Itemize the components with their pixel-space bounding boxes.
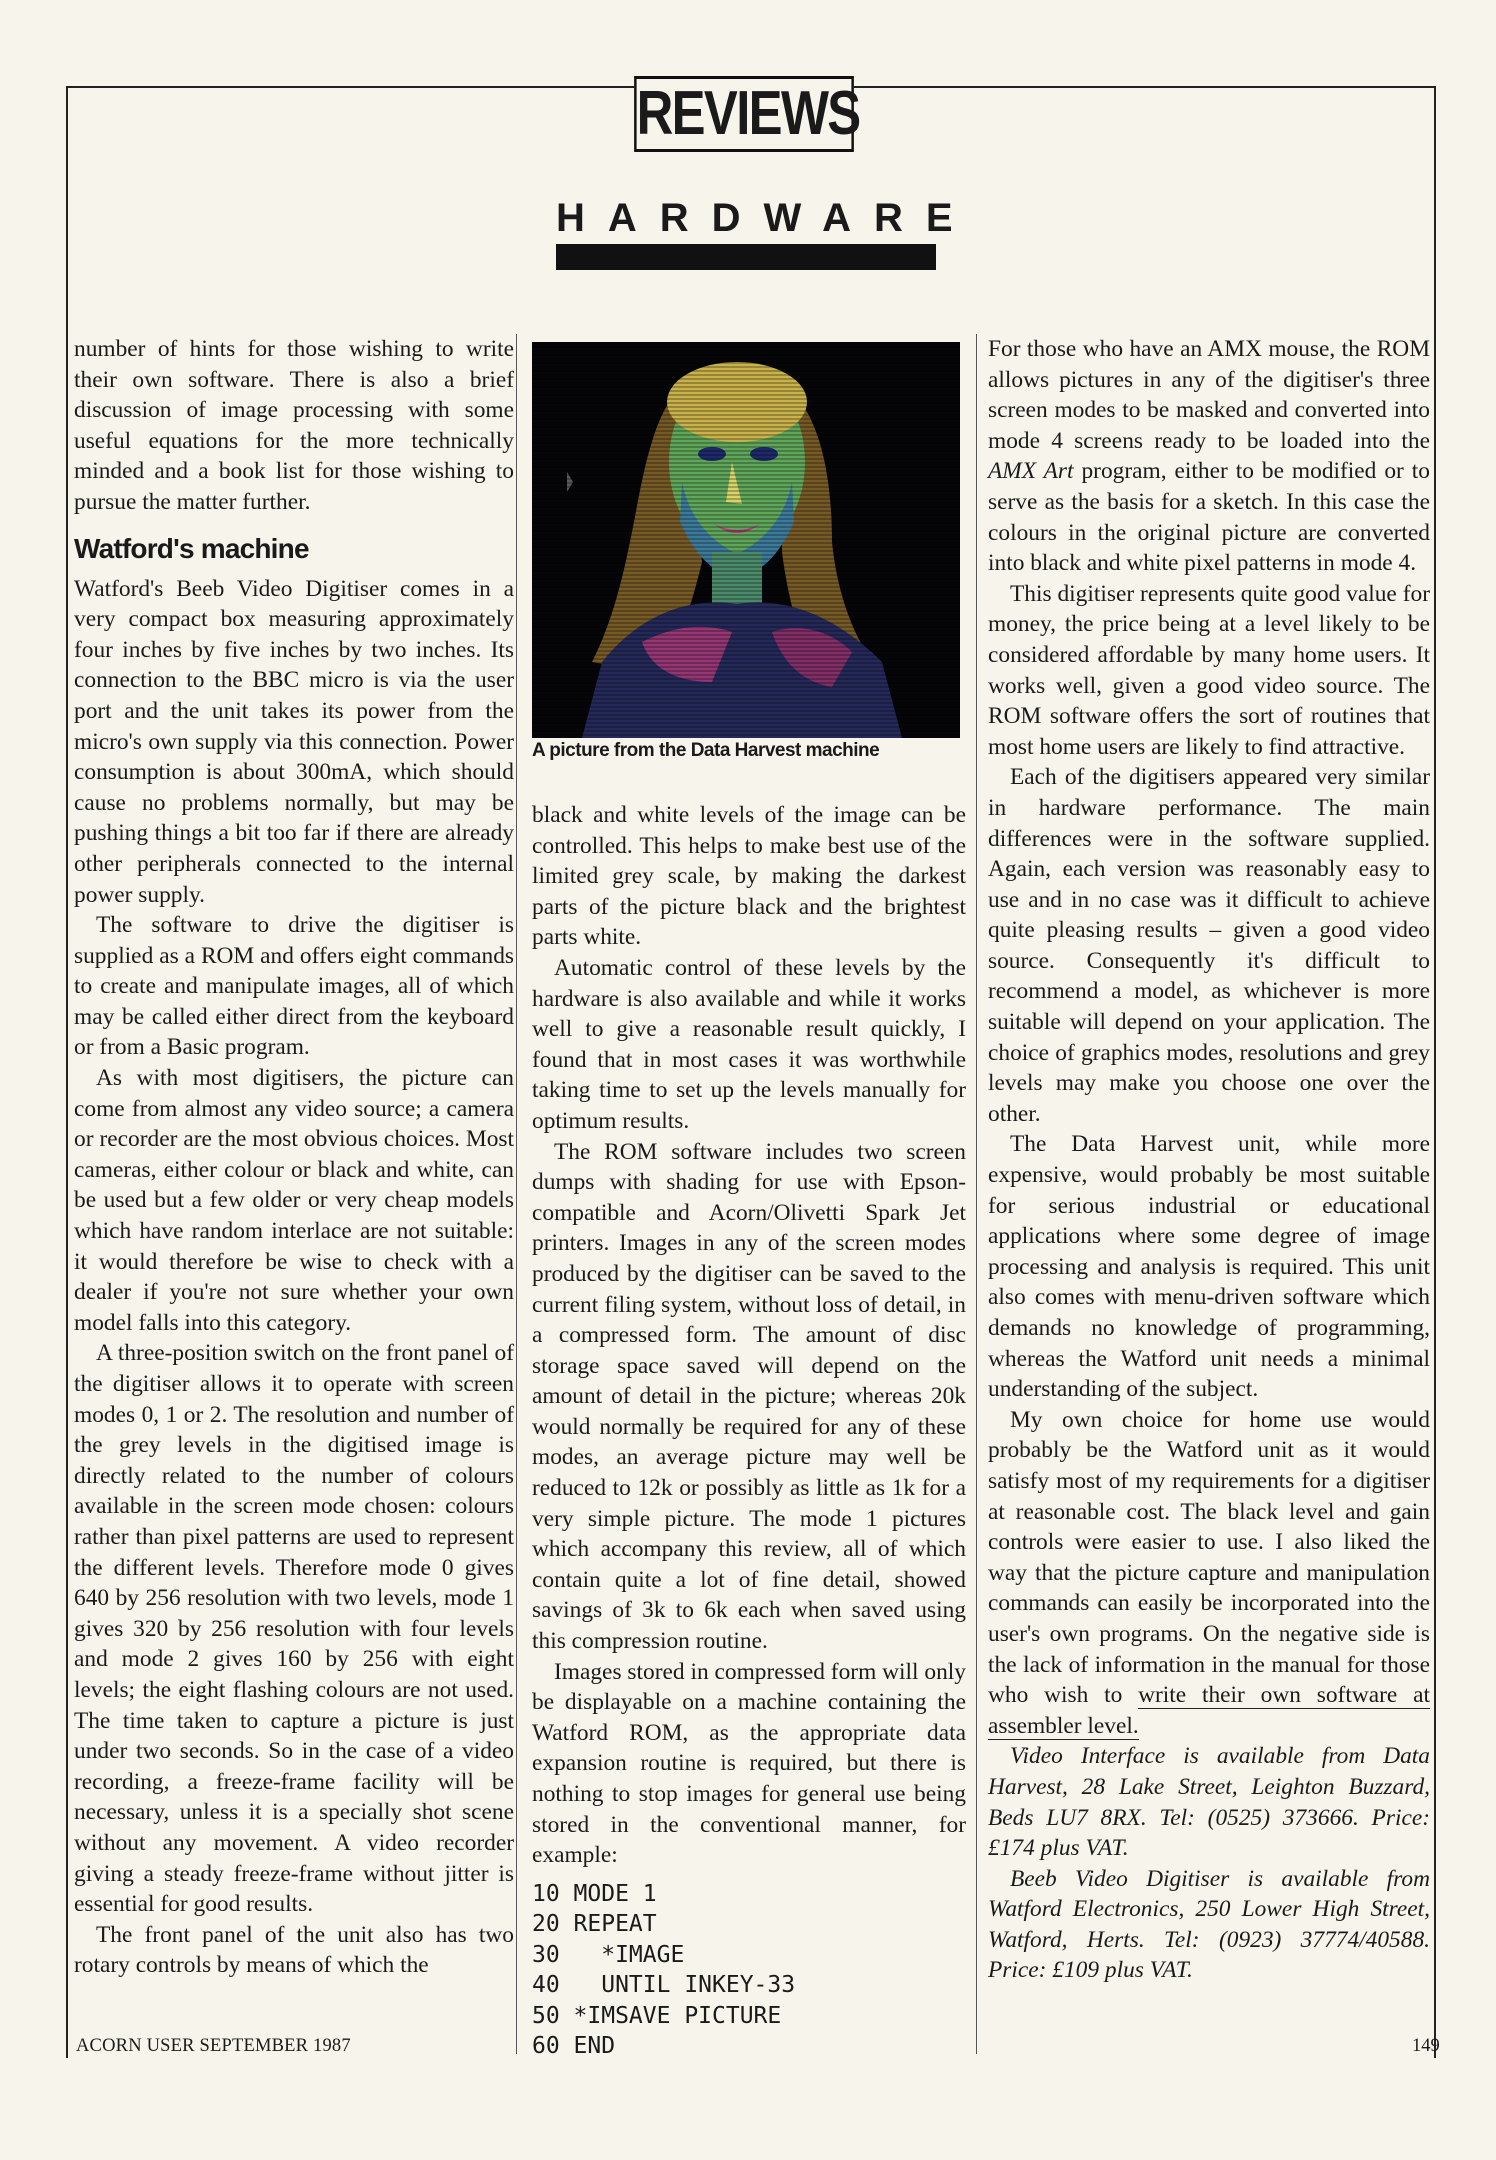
product-name: AMX Art bbox=[988, 458, 1074, 485]
subheading: Watford's machine bbox=[74, 532, 309, 564]
subsection-title: HARDWARE bbox=[556, 196, 976, 240]
digitised-photo bbox=[532, 342, 960, 738]
digitised-portrait-image bbox=[532, 342, 960, 738]
paragraph: The Data Harvest unit, while more expensive, would probably be most suitable for serious industrial or educational applications where some degree of image processing and analysis is required. This unit also comes with menu-driven software which demands no knowledge of programming, whereas the Watford unit needs a minimal understanding of the subject. bbox=[988, 1131, 1430, 1403]
column-1 bbox=[74, 334, 514, 1981]
section-title: REVIEWS bbox=[634, 76, 854, 152]
paragraph bbox=[988, 334, 1430, 579]
paragraph: number of hints for those wishing to write their own software. There is also a brief discussion of image processing with some useful equations for the more technically minded and a book list for those wishing to pursue the matter further. bbox=[74, 336, 514, 515]
paragraph: The front panel of the unit also has two rotary controls by means of which the bbox=[74, 1921, 514, 1979]
code-line: 60 END bbox=[532, 2033, 616, 2060]
paragraph-text: program, either to be modified or to serve as the basis for a sketch. In this case the colours in the original picture are converted into black and white pixel patterns in mode 4. bbox=[988, 458, 1430, 577]
photo-caption: A picture from the Data Harvest machine bbox=[532, 740, 880, 761]
paragraph: The software to drive the digitiser is supplied as a ROM and offers eight commands to create and manipulate images, all of which may be called either direct from the keyboard or from a Basic program. bbox=[74, 912, 514, 1061]
code-listing bbox=[532, 1879, 966, 2062]
subsection-bar bbox=[556, 244, 936, 270]
column-2 bbox=[532, 800, 966, 2062]
product-credit: Video Interface is available from Data Harvest, 28 Lake Street, Leighton Buzzard, Beds LU7 8RX. Tel: (0525) 373666. Price: £174 plus VAT. bbox=[988, 1743, 1430, 1862]
column-divider-2 bbox=[976, 334, 977, 2054]
paragraph: A three-position switch on the front panel of the digitiser allows it to operate with screen modes 0, 1 or 2. The resolution and number of the grey levels in the digitised image is directly related to the number of colours available in the screen mode chosen: colours rather than pixel patterns are used to represent the different levels. Therefore mode 0 gives 640 by 256 resolution with two levels, mode 1 gives 320 by 256 resolution with four levels and mode 2 gives 160 by 256 with eight levels; the eight flashing colours are not used. The time taken to capture a picture is just under two seconds. So in the case of a video recording, a freeze-frame facility will be necessary, unless it is a specially shot scene without any movement. A video recorder giving a steady freeze-frame without jitter is essential for good results. bbox=[74, 1340, 514, 1918]
code-line: 50 *IMSAVE PICTURE bbox=[532, 2002, 782, 2029]
code-line: 20 REPEAT bbox=[532, 1911, 657, 1938]
paragraph: The ROM software includes two screen dumps with shading for use with Epson-compatible and Acorn/Olivetti Spark Jet printers. Images in any of the screen modes produced by the digitiser can be saved to the current filing system, without loss of detail, in a compressed form. The amount of disc storage space saved will depend on the amount of detail in the picture; whereas 20k would normally be required for any of these modes, an average picture may well be reduced to 12k or possibly as little as 1k for a very simple picture. The mode 1 pictures which accompany this review, all of which contain quite a lot of fine detail, showed savings of 3k to 6k each when saved using this compression routine. bbox=[532, 1138, 966, 1655]
column-3 bbox=[988, 334, 1430, 1986]
paragraph-text: My own choice for home use would probably be the Watford unit as it would satisfy most of my requirements for a digitiser at reasonable cost. The black level and gain controls were easier to use. I also liked the way that the picture capture and manipulation commands can easily be incorporated into the user's own programs. On the negative side is the lack of information in the manual for those who wish to bbox=[988, 1406, 1430, 1709]
code-line: 10 MODE 1 bbox=[532, 1880, 657, 1907]
page-number: 149 bbox=[1412, 2036, 1440, 2056]
paragraph: As with most digitisers, the picture can come from almost any video source; a camera or recorder are the most obvious choices. Most cameras, either colour or black and white, can be used but a few older or very cheap models which have random interlace are not suitable: it would therefore be wise to check with a dealer if you're not sure whether your own model falls into this category. bbox=[74, 1065, 514, 1336]
code-line: 40 UNTIL INKEY-33 bbox=[532, 1972, 796, 1999]
paragraph-text: For those who have an AMX mouse, the ROM allows pictures in any of the digitiser's three screen modes to be masked and converted into mode 4 screens ready to be loaded into the bbox=[988, 336, 1430, 454]
footer-publication: ACORN USER SEPTEMBER 1987 bbox=[76, 2036, 351, 2056]
code-line: 30 *IMAGE bbox=[532, 1941, 685, 1968]
underlined-text: write their own software at assembler level. bbox=[988, 1682, 1430, 1739]
paragraph: black and white levels of the image can be controlled. This helps to make best use of the limited grey scale, by making the darkest parts of the picture black and the brightest parts white. bbox=[532, 802, 966, 951]
paragraph: This digitiser represents quite good value for money, the price being at a level likely to be considered affordable by many home users. It works well, given a good video source. The ROM software offers the sort of routines that most home users are likely to find attractive. bbox=[988, 580, 1430, 760]
column-divider-1 bbox=[516, 334, 517, 2054]
paragraph: Watford's Beeb Video Digitiser comes in a very compact box measuring approximately four inches by five inches by two inches. Its connection to the BBC micro is via the user port and the unit takes its power from the micro's own supply via this connection. Power consumption is about 300mA, which should cause no problems normally, but may be pushing things a bit too far if there are already other peripherals connected to the internal power supply. bbox=[74, 575, 514, 908]
paragraph: Automatic control of these levels by the hardware is also available and while it works well to give a reasonable result quickly, I found that in most cases it was worthwhile taking time to set up the levels manually for optimum results. bbox=[532, 954, 966, 1134]
product-credit: Beeb Video Digitiser is available from Watford Electronics, 250 Lower High Street, Watford, Herts. Tel: (0923) 37774/40588. Price: £109 plus VAT. bbox=[988, 1865, 1430, 1984]
paragraph bbox=[988, 1405, 1430, 1742]
paragraph: Each of the digitisers appeared very similar in hardware performance. The main differences were in the software supplied. Again, each version was reasonably easy to use and in no case was it difficult to achieve quite pleasing results – given a good video source. Consequently it's difficult to recommend a model, as whichever is more suitable will depend on your application. The choice of graphics modes, resolutions and grey levels may make you choose one over the other. bbox=[988, 764, 1430, 1127]
paragraph: Images stored in compressed form will only be displayable on a machine containing the Watford ROM, as the appropriate data expansion routine is required, but there is nothing to stop images for general use being stored in the conventional manner, for example: bbox=[532, 1658, 966, 1869]
